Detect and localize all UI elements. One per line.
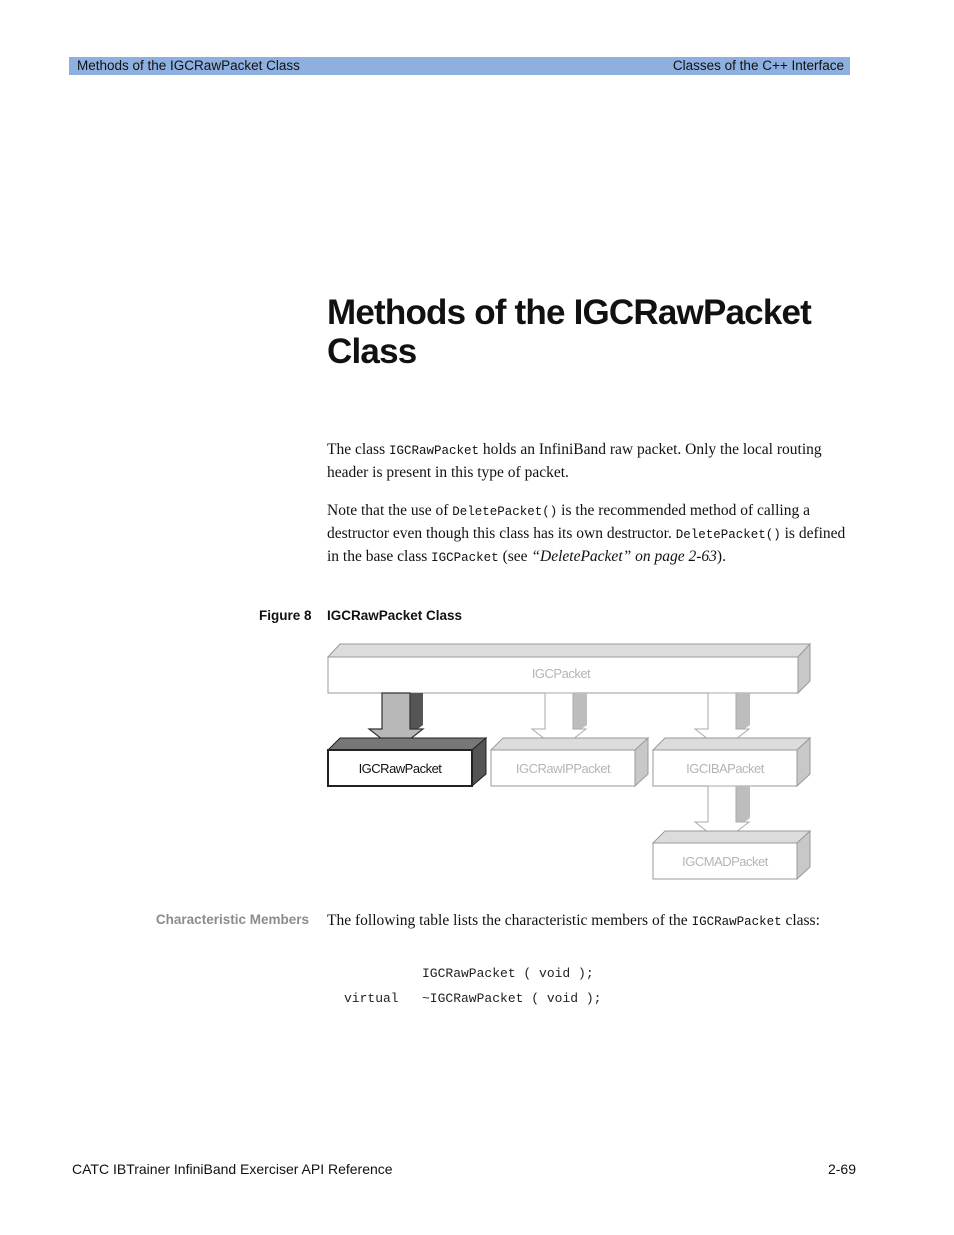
igcmadpacket-box xyxy=(653,831,810,879)
footer-book-title: CATC IBTrainer InfiniBand Exerciser API Reference xyxy=(72,1161,393,1177)
header-chapter-title: Classes of the C++ Interface xyxy=(672,58,844,73)
member-signature: IGCRawPacket ( void ); xyxy=(422,966,594,981)
igcpacket-label: IGCPacket xyxy=(531,666,591,681)
igcrawpacket-label: IGCRawPacket xyxy=(358,761,442,776)
figure-number: Figure 8 xyxy=(259,608,312,623)
figure-title: IGCRawPacket Class xyxy=(327,608,463,623)
igcrawippacket-label: IGCRawIPPacket xyxy=(515,761,611,776)
page-title: Methods of the IGCRawPacket Class xyxy=(327,293,812,371)
header-section-title: Methods of the IGCRawPacket Class xyxy=(77,58,300,73)
igcrawpacket-box xyxy=(328,738,486,786)
igcibapacket-box xyxy=(653,738,810,786)
running-header xyxy=(69,57,850,75)
cross-reference-link[interactable]: “DeletePacket” on page 2-63 xyxy=(531,548,717,565)
page-number: 2-69 xyxy=(827,1161,856,1177)
destructor-note-paragraph: Note that the use of DeletePacket() is the recommended method of calling a destructor even though this class has its own destructor. DeletePacket() is defined in the base class IGCPacket (see “DeletePacket” on page 2-63). xyxy=(327,502,846,565)
member-signature: ~IGCRawPacket ( void ); xyxy=(422,991,602,1006)
class-name-code: IGCRawPacket xyxy=(388,444,479,458)
member-modifier: virtual xyxy=(344,991,399,1006)
method-code: DeletePacket() xyxy=(452,505,558,519)
characteristic-members-heading: Characteristic Members xyxy=(155,912,309,927)
igcmadpacket-label: IGCMADPacket xyxy=(682,854,768,869)
igcrawippacket-box xyxy=(491,738,648,786)
igcibapacket-label: IGCIBAPacket xyxy=(686,761,764,776)
method-code: DeletePacket() xyxy=(675,528,781,542)
class-name-code: IGCRawPacket xyxy=(691,915,782,929)
class-hierarchy-diagram xyxy=(326,642,816,882)
characteristic-members-paragraph: The following table lists the characteristic members of the IGCRawPacket class: xyxy=(327,912,820,929)
base-class-code: IGCPacket xyxy=(431,551,499,565)
igcpacket-box xyxy=(328,644,810,693)
intro-paragraph: The class IGCRawPacket holds an InfiniBand raw packet. Only the local routing header is present in this type of packet. xyxy=(327,441,822,481)
